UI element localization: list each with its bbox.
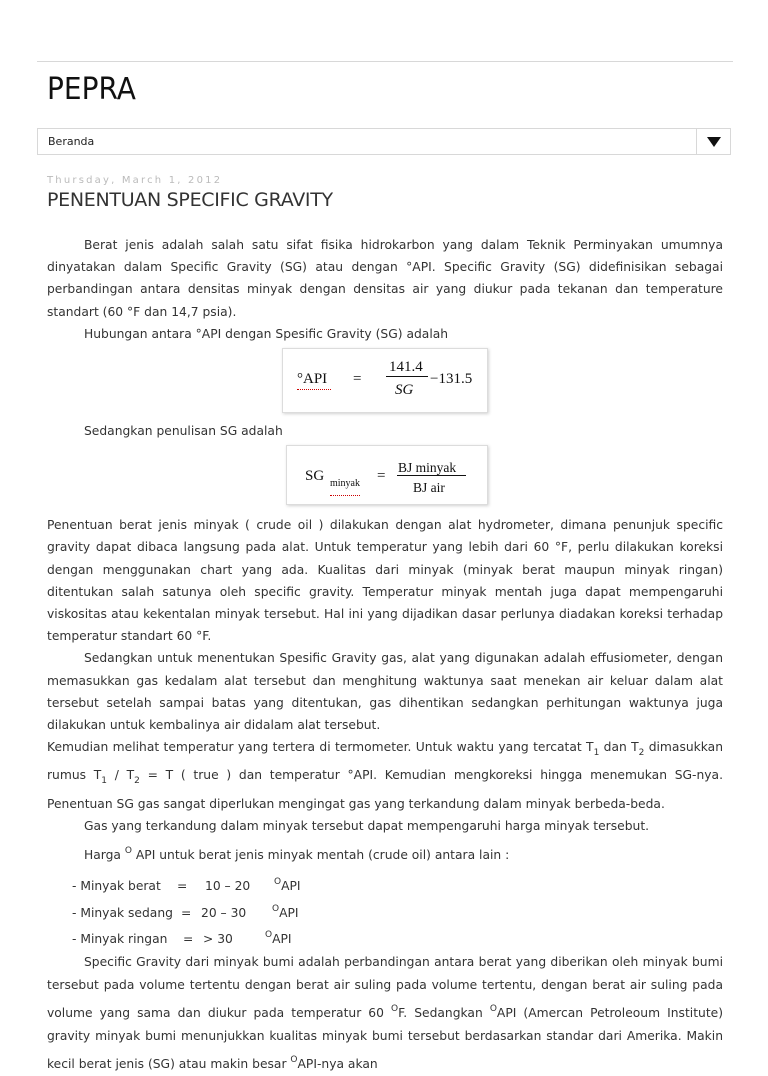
- formula-denominator: SG: [395, 382, 414, 399]
- formula-numerator: BJ minyak: [398, 460, 457, 476]
- fraction-bar: [386, 376, 428, 377]
- sg-formula-image: [286, 445, 488, 505]
- page-nav-bar: [37, 128, 731, 155]
- list-item: - Minyak sedang = 20 – 30 $^O$API: [72, 903, 299, 920]
- paragraph-3: Sedangkan penulisan SG adalah: [84, 424, 283, 439]
- formula-lhs: SG: [305, 468, 325, 485]
- paragraph-8: Harga $^O$ API untuk berat jenis minyak mentah (crude oil) antara lain :: [84, 846, 510, 863]
- spellcheck-underline: [297, 386, 331, 390]
- list-item: - Minyak ringan = > 30 $^O$API: [72, 930, 292, 947]
- header-divider: [37, 61, 733, 62]
- paragraph-2: Hubungan antara °API dengan Spesific Gravity (SG) adalah: [84, 326, 449, 341]
- paragraph-5: Sedangkan untuk menentukan Spesific Gravity gas, alat yang digunakan adalah effusiometer, dengan memasukkan gas kedalam alat tersebut dan menghitung waktunya saat menekan air keluar dalam alat tersebut setelah sampai batas yang ditentukan, gas dihentikan sedangkan perhitungan waktunya juga dilakukan untuk kembalinya air didalam alat tersebut.: [47, 651, 723, 733]
- formula-denominator: BJ air: [413, 480, 445, 496]
- paragraph-7: Gas yang terkandung dalam minyak tersebut dapat mempengaruhi harga minyak tersebut.: [84, 818, 650, 833]
- post-body: [47, 234, 723, 1076]
- api-formula-image: [282, 348, 488, 413]
- caret-down-icon: [707, 137, 721, 147]
- post-title[interactable]: PENENTUAN SPECIFIC GRAVITY: [47, 189, 333, 211]
- paragraph-9: Specific Gravity dari minyak bumi adalah perbandingan antara berat yang diberikan oleh minyak bumi tersebut pada volume tertentu dengan berat air suling pada volume tertentu, dengan berat air suling pada volume yang sama dan diukur pada temperatur 60 $^O$F. Sedangkan $^O$API (Amercan Petroleoum Institute) gravity minyak bumi menunjukkan kualitas minyak bumi tersebut berdasarkan standar dari Amerika. Makin kecil berat jenis (SG) atau makin besar $^O$API-nya akan: [47, 954, 724, 1071]
- fraction-bar: [397, 475, 466, 476]
- formula-lhs: °API: [297, 371, 328, 388]
- api-range-list: [47, 871, 723, 951]
- paragraph-1: Berat jenis adalah salah satu sifat fisika hidrokarbon yang dalam Teknik Perminyakan umumnya dinyatakan dalam Specific Gravity (SG) atau dengan °API. Specific Gravity (SG) didefinisikan sebagai perbandingan antara densitas minyak dengan densitas air yang diukur pada tekanan dan temperature standart (60 °F dan 14,7 psia).: [47, 238, 723, 319]
- formula-numerator: 141.4: [389, 359, 423, 376]
- paragraph-6: Kemudian melihat temperatur yang tertera di termometer. Untuk waktu yang tercatat $T_1$ dan $T_2$ dimasukkan rumus $T_1 / T_2 = T$ ( true ) dan temperatur °API. Kemudian mengkoreksi hingga menemukan SG-nya. Penentuan SG gas sangat diperlukan mengingat gas yang terkandung dalam minyak berbeda-beda.: [47, 740, 724, 811]
- list-item: - Minyak berat = 10 – 20 $^O$API: [72, 877, 301, 894]
- formula-lhs-subscript: minyak: [330, 473, 360, 496]
- post-date: Thursday, March 1, 2012: [47, 175, 223, 186]
- formula-constant: −131.5: [430, 371, 473, 388]
- formula-equals: =: [353, 371, 362, 388]
- page: [37, 0, 733, 1071]
- formula-equals: =: [377, 468, 386, 485]
- nav-item-beranda[interactable]: Beranda: [48, 135, 95, 148]
- blog-title[interactable]: PEPRA: [47, 70, 136, 107]
- paragraph-4: Penentuan berat jenis minyak ( crude oil ) dilakukan dengan alat hydrometer, dimana penunjuk specific gravity dapat dibaca langsung pada alat. Untuk temperatur yang lebih dari 60 °F, perlu dilakukan koreksi dengan menggunakan chart yang ada. Kualitas dari minyak (minyak berat maupun minyak ringan) ditentukan salah satunya oleh specific gravity. Temperatur minyak mentah juga dapat mempengaruhi viskositas atau kekentalan minyak tersebut. Hal ini yang dijadikan dasar perlunya diadakan koreksi terhadap temperatur standart 60 °F.: [47, 518, 723, 644]
- nav-dropdown-toggle[interactable]: [696, 129, 730, 154]
